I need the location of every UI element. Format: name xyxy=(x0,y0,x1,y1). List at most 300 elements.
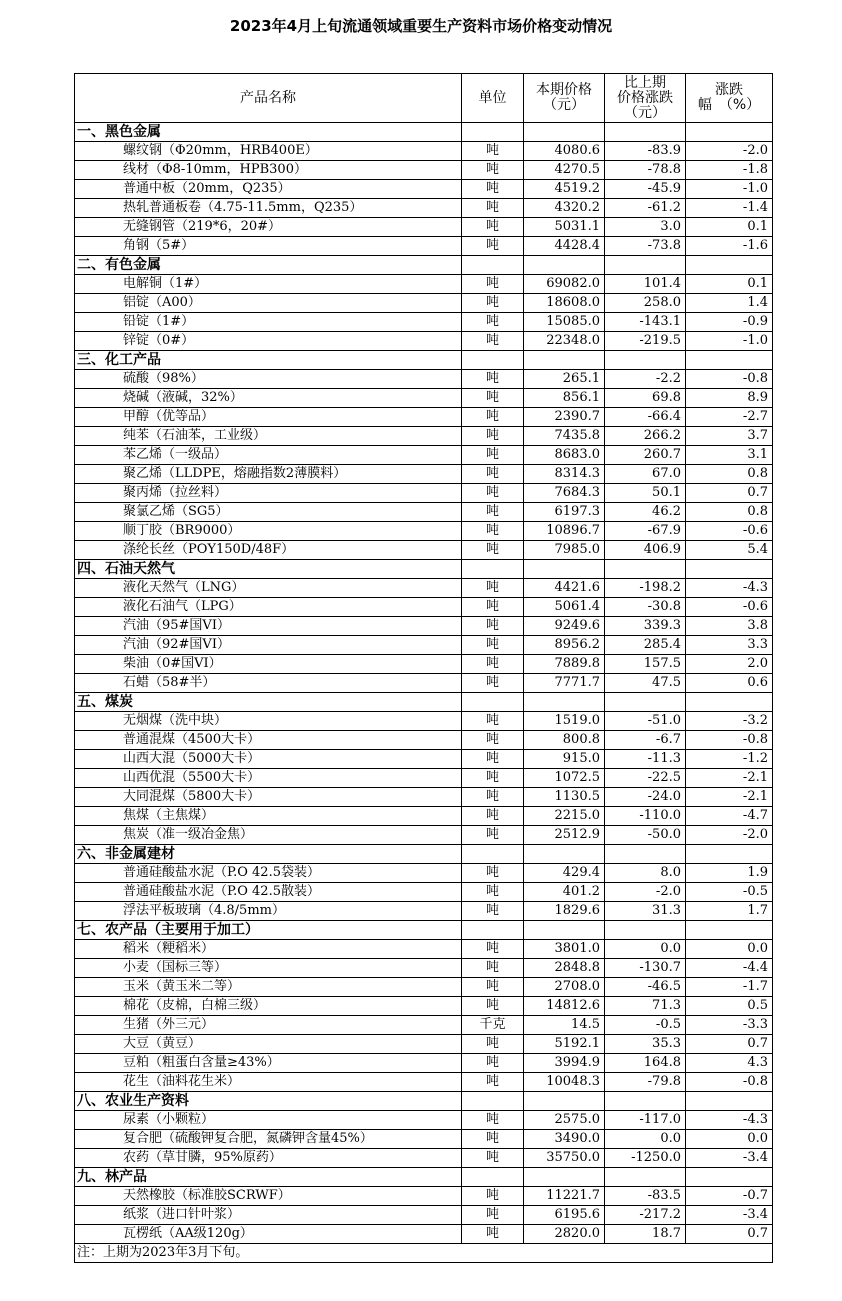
table-row xyxy=(75,617,773,636)
table-row xyxy=(75,1111,773,1130)
change-cell: 0.0 xyxy=(605,1130,686,1149)
change-cell: 0.0 xyxy=(605,940,686,959)
unit-cell: 吨 xyxy=(462,218,524,237)
price-cell: 7684.3 xyxy=(524,484,605,503)
category-empty-cell xyxy=(524,1092,605,1111)
category-empty-cell xyxy=(524,921,605,940)
pct-cell: 1.4 xyxy=(686,294,773,313)
price-cell: 4080.6 xyxy=(524,142,605,161)
header-change-line2: 价格涨跌 xyxy=(617,89,673,106)
category-empty-cell xyxy=(605,693,686,712)
change-cell: 164.8 xyxy=(605,1054,686,1073)
pct-cell: -0.7 xyxy=(686,1187,773,1206)
category-empty-cell xyxy=(524,256,605,275)
price-cell: 10896.7 xyxy=(524,522,605,541)
table-row xyxy=(75,674,773,693)
pct-cell: -1.6 xyxy=(686,237,773,256)
category-empty-cell xyxy=(462,256,524,275)
pct-cell: -1.8 xyxy=(686,161,773,180)
change-cell: 258.0 xyxy=(605,294,686,313)
pct-cell: 0.0 xyxy=(686,940,773,959)
product-name-cell: 普通混煤（4500大卡） xyxy=(75,731,462,750)
category-name: 九、林产品 xyxy=(75,1168,462,1187)
category-empty-cell xyxy=(462,560,524,579)
price-cell: 2512.9 xyxy=(524,826,605,845)
pct-cell: -1.0 xyxy=(686,180,773,199)
unit-cell: 吨 xyxy=(462,294,524,313)
price-cell: 1072.5 xyxy=(524,769,605,788)
change-cell: 31.3 xyxy=(605,902,686,921)
pct-cell: -3.3 xyxy=(686,1016,773,1035)
price-cell: 7889.8 xyxy=(524,655,605,674)
unit-cell: 吨 xyxy=(462,1187,524,1206)
change-cell: 157.5 xyxy=(605,655,686,674)
price-cell: 1829.6 xyxy=(524,902,605,921)
price-cell: 11221.7 xyxy=(524,1187,605,1206)
footnote: 注：上期为2023年3月下旬。 xyxy=(75,1244,773,1263)
table-row xyxy=(75,370,773,389)
pct-cell: -2.7 xyxy=(686,408,773,427)
product-name-cell: 瓦楞纸（AA级120g） xyxy=(75,1225,462,1244)
table-row xyxy=(75,902,773,921)
unit-cell: 吨 xyxy=(462,959,524,978)
price-cell: 35750.0 xyxy=(524,1149,605,1168)
product-name-cell: 大同混煤（5800大卡） xyxy=(75,788,462,807)
table-row xyxy=(75,446,773,465)
product-name-cell: 稻米（粳稻米） xyxy=(75,940,462,959)
header-unit: 单位 xyxy=(462,74,524,123)
unit-cell: 吨 xyxy=(462,978,524,997)
price-cell: 22348.0 xyxy=(524,332,605,351)
price-cell: 4519.2 xyxy=(524,180,605,199)
unit-cell: 吨 xyxy=(462,712,524,731)
product-name-cell: 普通硅酸盐水泥（P.O 42.5袋装） xyxy=(75,864,462,883)
price-cell: 5031.1 xyxy=(524,218,605,237)
product-name-cell: 棉花（皮棉，白棉三级） xyxy=(75,997,462,1016)
unit-cell: 吨 xyxy=(462,636,524,655)
change-cell: -24.0 xyxy=(605,788,686,807)
change-cell: 266.2 xyxy=(605,427,686,446)
category-empty-cell xyxy=(462,921,524,940)
table-row xyxy=(75,712,773,731)
price-cell: 7985.0 xyxy=(524,541,605,560)
product-name-cell: 花生（油料花生米） xyxy=(75,1073,462,1092)
header-change xyxy=(605,74,686,123)
product-name-cell: 豆粕（粗蛋白含量≥43%） xyxy=(75,1054,462,1073)
change-cell: -217.2 xyxy=(605,1206,686,1225)
product-name-cell: 线材（Φ8-10mm，HPB300） xyxy=(75,161,462,180)
category-empty-cell xyxy=(462,693,524,712)
unit-cell: 吨 xyxy=(462,180,524,199)
pct-cell: 0.1 xyxy=(686,218,773,237)
change-cell: 8.0 xyxy=(605,864,686,883)
pct-cell: 3.3 xyxy=(686,636,773,655)
price-cell: 1130.5 xyxy=(524,788,605,807)
header-pct xyxy=(686,74,773,123)
category-empty-cell xyxy=(462,123,524,142)
price-cell: 6195.6 xyxy=(524,1206,605,1225)
header-product-name: 产品名称 xyxy=(75,74,462,123)
category-empty-cell xyxy=(686,845,773,864)
table-row xyxy=(75,427,773,446)
change-cell: 46.2 xyxy=(605,503,686,522)
table-row xyxy=(75,1206,773,1225)
pct-cell: -0.8 xyxy=(686,370,773,389)
product-name-cell: 液化石油气（LPG） xyxy=(75,598,462,617)
table-row xyxy=(75,959,773,978)
table-row xyxy=(75,465,773,484)
header-price-line2: （元） xyxy=(543,97,585,113)
change-cell: -2.0 xyxy=(605,883,686,902)
pct-cell: 2.0 xyxy=(686,655,773,674)
price-cell: 5192.1 xyxy=(524,1035,605,1054)
change-cell: -83.9 xyxy=(605,142,686,161)
table-row xyxy=(75,1225,773,1244)
change-cell: 285.4 xyxy=(605,636,686,655)
unit-cell: 吨 xyxy=(462,199,524,218)
category-row xyxy=(75,560,773,579)
category-empty-cell xyxy=(462,351,524,370)
category-empty-cell xyxy=(524,123,605,142)
pct-cell: -4.3 xyxy=(686,1111,773,1130)
table-row xyxy=(75,579,773,598)
table-row xyxy=(75,218,773,237)
pct-cell: -2.1 xyxy=(686,788,773,807)
change-cell: -143.1 xyxy=(605,313,686,332)
table-body xyxy=(75,123,773,1244)
unit-cell: 吨 xyxy=(462,1130,524,1149)
category-empty-cell xyxy=(462,1168,524,1187)
product-name-cell: 纸浆（进口针叶浆） xyxy=(75,1206,462,1225)
change-cell: 35.3 xyxy=(605,1035,686,1054)
category-empty-cell xyxy=(524,1168,605,1187)
header-price xyxy=(524,74,605,123)
price-cell: 5061.4 xyxy=(524,598,605,617)
pct-cell: -0.9 xyxy=(686,313,773,332)
price-cell: 69082.0 xyxy=(524,275,605,294)
product-name-cell: 电解铜（1#） xyxy=(75,275,462,294)
category-row xyxy=(75,1168,773,1187)
unit-cell: 吨 xyxy=(462,370,524,389)
price-cell: 4428.4 xyxy=(524,237,605,256)
product-name-cell: 玉米（黄玉米二等） xyxy=(75,978,462,997)
product-name-cell: 无烟煤（洗中块） xyxy=(75,712,462,731)
category-empty-cell xyxy=(686,1168,773,1187)
change-cell: -61.2 xyxy=(605,199,686,218)
change-cell: 3.0 xyxy=(605,218,686,237)
product-name-cell: 山西大混（5000大卡） xyxy=(75,750,462,769)
price-cell: 265.1 xyxy=(524,370,605,389)
price-cell: 8314.3 xyxy=(524,465,605,484)
change-cell: -73.8 xyxy=(605,237,686,256)
category-row xyxy=(75,1092,773,1111)
table-row xyxy=(75,788,773,807)
change-cell: 406.9 xyxy=(605,541,686,560)
table-row xyxy=(75,294,773,313)
product-name-cell: 涤纶长丝（POY150D/48F） xyxy=(75,541,462,560)
change-cell: -2.2 xyxy=(605,370,686,389)
category-empty-cell xyxy=(605,123,686,142)
product-name-cell: 农药（草甘膦，95%原药） xyxy=(75,1149,462,1168)
table-row xyxy=(75,636,773,655)
category-empty-cell xyxy=(605,256,686,275)
category-empty-cell xyxy=(686,351,773,370)
pct-cell: -0.6 xyxy=(686,522,773,541)
category-empty-cell xyxy=(524,560,605,579)
change-cell: 101.4 xyxy=(605,275,686,294)
table-row xyxy=(75,883,773,902)
header-pct-line2: 幅 （%） xyxy=(697,97,761,113)
unit-cell: 千克 xyxy=(462,1016,524,1035)
table-row xyxy=(75,161,773,180)
product-name-cell: 热轧普通板卷（4.75-11.5mm，Q235） xyxy=(75,199,462,218)
product-name-cell: 无缝钢管（219*6，20#） xyxy=(75,218,462,237)
pct-cell: -4.3 xyxy=(686,579,773,598)
product-name-cell: 苯乙烯（一级品） xyxy=(75,446,462,465)
unit-cell: 吨 xyxy=(462,750,524,769)
unit-cell: 吨 xyxy=(462,1035,524,1054)
pct-cell: -1.2 xyxy=(686,750,773,769)
change-cell: 67.0 xyxy=(605,465,686,484)
change-cell: -1250.0 xyxy=(605,1149,686,1168)
change-cell: -46.5 xyxy=(605,978,686,997)
price-cell: 2820.0 xyxy=(524,1225,605,1244)
pct-cell: 0.6 xyxy=(686,674,773,693)
change-cell: -110.0 xyxy=(605,807,686,826)
pct-cell: -2.0 xyxy=(686,142,773,161)
pct-cell: -0.6 xyxy=(686,598,773,617)
unit-cell: 吨 xyxy=(462,142,524,161)
price-cell: 401.2 xyxy=(524,883,605,902)
change-cell: -67.9 xyxy=(605,522,686,541)
product-name-cell: 小麦（国标三等） xyxy=(75,959,462,978)
change-cell: 69.8 xyxy=(605,389,686,408)
table-row xyxy=(75,1054,773,1073)
price-cell: 15085.0 xyxy=(524,313,605,332)
pct-cell: 1.9 xyxy=(686,864,773,883)
pct-cell: 3.7 xyxy=(686,427,773,446)
unit-cell: 吨 xyxy=(462,389,524,408)
product-name-cell: 山西优混（5500大卡） xyxy=(75,769,462,788)
table-row xyxy=(75,503,773,522)
unit-cell: 吨 xyxy=(462,484,524,503)
table-row xyxy=(75,1035,773,1054)
unit-cell: 吨 xyxy=(462,446,524,465)
product-name-cell: 柴油（0#国VI） xyxy=(75,655,462,674)
change-cell: -117.0 xyxy=(605,1111,686,1130)
unit-cell: 吨 xyxy=(462,579,524,598)
table-row xyxy=(75,655,773,674)
table-row xyxy=(75,807,773,826)
price-cell: 4270.5 xyxy=(524,161,605,180)
unit-cell: 吨 xyxy=(462,275,524,294)
unit-cell: 吨 xyxy=(462,731,524,750)
change-cell: -6.7 xyxy=(605,731,686,750)
category-empty-cell xyxy=(686,1092,773,1111)
table-row xyxy=(75,1073,773,1092)
change-cell: 71.3 xyxy=(605,997,686,1016)
product-name-cell: 液化天然气（LNG） xyxy=(75,579,462,598)
product-name-cell: 大豆（黄豆） xyxy=(75,1035,462,1054)
category-empty-cell xyxy=(686,123,773,142)
category-empty-cell xyxy=(605,1168,686,1187)
product-name-cell: 甲醇（优等品） xyxy=(75,408,462,427)
header-change-line3: （元） xyxy=(624,104,666,121)
product-name-cell: 铅锭（1#） xyxy=(75,313,462,332)
category-row xyxy=(75,256,773,275)
unit-cell: 吨 xyxy=(462,1206,524,1225)
category-name: 一、黑色金属 xyxy=(75,123,462,142)
unit-cell: 吨 xyxy=(462,617,524,636)
unit-cell: 吨 xyxy=(462,1111,524,1130)
table-row xyxy=(75,731,773,750)
price-cell: 4320.2 xyxy=(524,199,605,218)
category-empty-cell xyxy=(605,921,686,940)
pct-cell: -3.4 xyxy=(686,1149,773,1168)
price-cell: 14.5 xyxy=(524,1016,605,1035)
pct-cell: -2.0 xyxy=(686,826,773,845)
category-empty-cell xyxy=(686,693,773,712)
category-empty-cell xyxy=(462,845,524,864)
category-name: 三、化工产品 xyxy=(75,351,462,370)
pct-cell: 0.8 xyxy=(686,503,773,522)
table-row xyxy=(75,522,773,541)
unit-cell: 吨 xyxy=(462,769,524,788)
product-name-cell: 螺纹钢（Φ20mm，HRB400E） xyxy=(75,142,462,161)
change-cell: -78.8 xyxy=(605,161,686,180)
pct-cell: -1.7 xyxy=(686,978,773,997)
category-empty-cell xyxy=(462,1092,524,1111)
product-name-cell: 硫酸（98%） xyxy=(75,370,462,389)
category-row xyxy=(75,123,773,142)
unit-cell: 吨 xyxy=(462,674,524,693)
page-title: 2023年4月上旬流通领域重要生产资料市场价格变动情况 xyxy=(229,17,613,35)
table-row xyxy=(75,1130,773,1149)
pct-cell: -4.4 xyxy=(686,959,773,978)
change-cell: -198.2 xyxy=(605,579,686,598)
change-cell: -0.5 xyxy=(605,1016,686,1035)
pct-cell: 0.7 xyxy=(686,1035,773,1054)
price-cell: 8683.0 xyxy=(524,446,605,465)
price-cell: 6197.3 xyxy=(524,503,605,522)
unit-cell: 吨 xyxy=(462,541,524,560)
table-row xyxy=(75,997,773,1016)
price-cell: 2708.0 xyxy=(524,978,605,997)
table-row xyxy=(75,864,773,883)
change-cell: -83.5 xyxy=(605,1187,686,1206)
pct-cell: 1.7 xyxy=(686,902,773,921)
product-name-cell: 焦炭（准一级冶金焦） xyxy=(75,826,462,845)
product-name-cell: 汽油（95#国VI） xyxy=(75,617,462,636)
price-cell: 915.0 xyxy=(524,750,605,769)
unit-cell: 吨 xyxy=(462,940,524,959)
price-cell: 1519.0 xyxy=(524,712,605,731)
unit-cell: 吨 xyxy=(462,465,524,484)
table-row xyxy=(75,769,773,788)
product-name-cell: 聚氯乙烯（SG5） xyxy=(75,503,462,522)
change-cell: -45.9 xyxy=(605,180,686,199)
category-name: 五、煤炭 xyxy=(75,693,462,712)
change-cell: 50.1 xyxy=(605,484,686,503)
category-row xyxy=(75,693,773,712)
pct-cell: 3.8 xyxy=(686,617,773,636)
product-name-cell: 尿素（小颗粒） xyxy=(75,1111,462,1130)
table-row xyxy=(75,940,773,959)
category-empty-cell xyxy=(605,1092,686,1111)
price-cell: 18608.0 xyxy=(524,294,605,313)
price-cell: 9249.6 xyxy=(524,617,605,636)
pct-cell: -4.7 xyxy=(686,807,773,826)
pct-cell: -2.1 xyxy=(686,769,773,788)
table-row xyxy=(75,598,773,617)
unit-cell: 吨 xyxy=(462,598,524,617)
category-name: 二、有色金属 xyxy=(75,256,462,275)
price-cell: 429.4 xyxy=(524,864,605,883)
product-name-cell: 锌锭（0#） xyxy=(75,332,462,351)
pct-cell: 0.0 xyxy=(686,1130,773,1149)
price-table xyxy=(74,73,773,1263)
table-row xyxy=(75,408,773,427)
unit-cell: 吨 xyxy=(462,902,524,921)
unit-cell: 吨 xyxy=(462,1073,524,1092)
pct-cell: -0.8 xyxy=(686,731,773,750)
category-row xyxy=(75,845,773,864)
category-name: 八、农业生产资料 xyxy=(75,1092,462,1111)
product-name-cell: 普通中板（20mm，Q235） xyxy=(75,180,462,199)
product-name-cell: 铝锭（A00） xyxy=(75,294,462,313)
pct-cell: 0.1 xyxy=(686,275,773,294)
pct-cell: 0.7 xyxy=(686,1225,773,1244)
change-cell: -30.8 xyxy=(605,598,686,617)
category-empty-cell xyxy=(686,921,773,940)
unit-cell: 吨 xyxy=(462,1225,524,1244)
pct-cell: 0.7 xyxy=(686,484,773,503)
price-cell: 4421.6 xyxy=(524,579,605,598)
pct-cell: -3.2 xyxy=(686,712,773,731)
product-name-cell: 焦煤（主焦煤） xyxy=(75,807,462,826)
unit-cell: 吨 xyxy=(462,503,524,522)
product-name-cell: 浮法平板玻璃（4.8/5mm） xyxy=(75,902,462,921)
pct-cell: 0.5 xyxy=(686,997,773,1016)
price-cell: 2848.8 xyxy=(524,959,605,978)
change-cell: -22.5 xyxy=(605,769,686,788)
change-cell: -51.0 xyxy=(605,712,686,731)
table-row xyxy=(75,750,773,769)
unit-cell: 吨 xyxy=(462,237,524,256)
unit-cell: 吨 xyxy=(462,883,524,902)
unit-cell: 吨 xyxy=(462,332,524,351)
pct-cell: 5.4 xyxy=(686,541,773,560)
category-empty-cell xyxy=(605,845,686,864)
product-name-cell: 烧碱（液碱，32%） xyxy=(75,389,462,408)
table-row xyxy=(75,313,773,332)
price-cell: 3801.0 xyxy=(524,940,605,959)
price-cell: 800.8 xyxy=(524,731,605,750)
pct-cell: 8.9 xyxy=(686,389,773,408)
unit-cell: 吨 xyxy=(462,655,524,674)
product-name-cell: 天然橡胶（标准胶SCRWF） xyxy=(75,1187,462,1206)
product-name-cell: 汽油（92#国VI） xyxy=(75,636,462,655)
table-row xyxy=(75,142,773,161)
category-row xyxy=(75,351,773,370)
change-cell: 47.5 xyxy=(605,674,686,693)
unit-cell: 吨 xyxy=(462,864,524,883)
category-empty-cell xyxy=(686,560,773,579)
table-row xyxy=(75,237,773,256)
price-cell: 3490.0 xyxy=(524,1130,605,1149)
price-cell: 7435.8 xyxy=(524,427,605,446)
table-row xyxy=(75,199,773,218)
